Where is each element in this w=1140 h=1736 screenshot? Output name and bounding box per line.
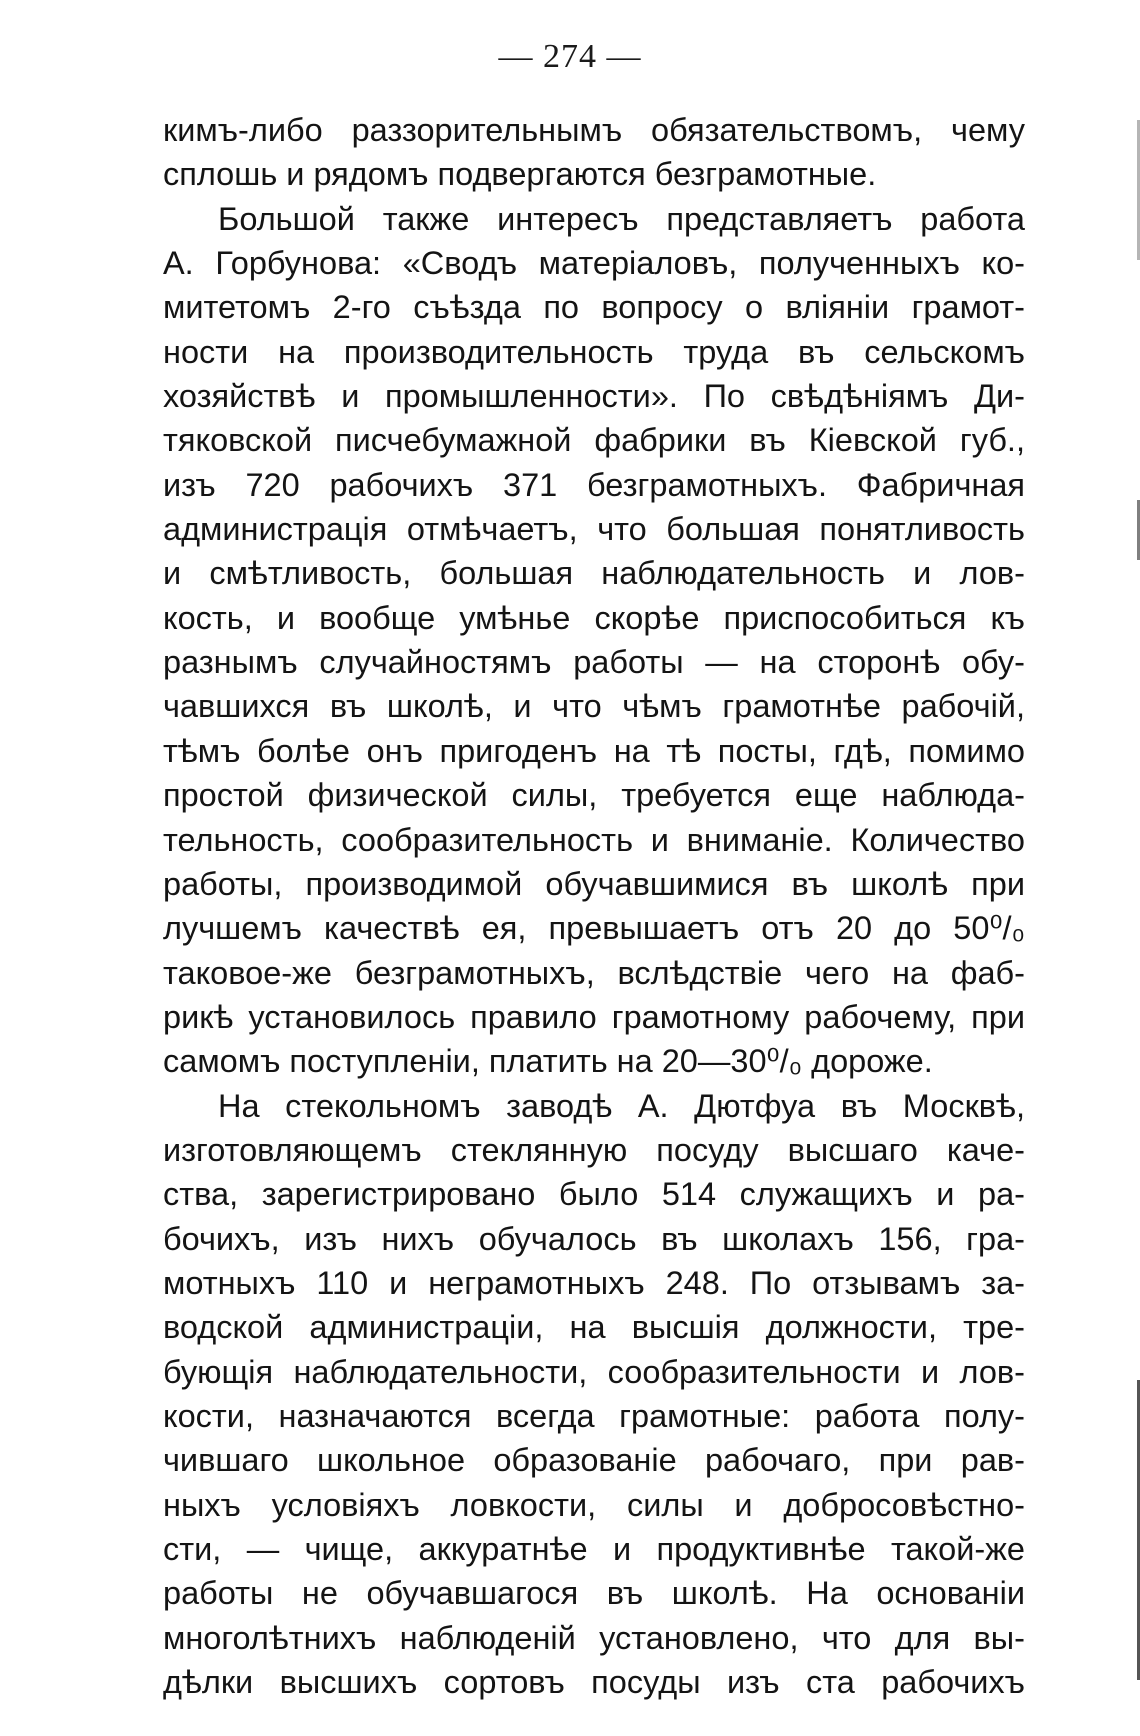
text-line: тяковской писчебумажной фабрики въ Кіевской губ.,	[163, 422, 1025, 459]
paragraph	[163, 197, 1025, 1084]
text-line: работы не обучавшагося въ школѣ. На основаніи	[163, 1575, 1025, 1612]
text-line: изъ 720 рабочихъ 371 безграмотныхъ. Фабричная	[163, 466, 1025, 503]
text-line: Большой также интересъ представляетъ работа	[218, 200, 1025, 237]
text-line: кость, и вообще умѣнье скорѣе приспособиться къ	[163, 599, 1025, 636]
text-line: тельность, сообразительность и вниманіе. Количество	[163, 821, 1025, 858]
text-line: На стекольномъ заводѣ А. Дютфуа въ Москвѣ,	[218, 1087, 1025, 1124]
text-line: митетомъ 2-го съѣзда по вопросу о вліяніи грамот-	[163, 289, 1025, 326]
text-line: разнымъ случайностямъ работы — на сторонѣ обу-	[163, 644, 1025, 681]
text-line: водской администраціи, на высшія должности, тре-	[163, 1309, 1025, 1346]
page-number: — 274 —	[498, 38, 642, 75]
text-line: ности на производительность труда въ сельскомъ	[163, 333, 1025, 370]
text-line: чавшихся въ школѣ, и что чѣмъ грамотнѣе рабочій,	[163, 688, 1025, 725]
text-line: чившаго школьное образованіе рабочаго, при рав-	[163, 1442, 1025, 1479]
text-line: дѣлки высшихъ сортовъ посуды изъ ста рабочихъ	[163, 1664, 1025, 1701]
text-line: сти, — чище, аккуратнѣе и продуктивнѣе такой-же	[163, 1531, 1025, 1567]
text-line: многолѣтнихъ наблюденій установлено, что для вы-	[163, 1619, 1025, 1656]
text-line: А. Горбунова: «Сводъ матеріаловъ, полученныхъ ко-	[163, 245, 1025, 282]
text-line: кимъ-либо раззорительнымъ обязательствомъ, чему	[163, 112, 1025, 148]
text-line: рикѣ установилось правило грамотному рабочему, при	[163, 998, 1025, 1035]
text-line: тѣмъ болѣе онъ пригоденъ на тѣ посты, гдѣ, помимо	[163, 732, 1025, 769]
text-line: мотныхъ 110 и неграмотныхъ 248. По отзывамъ за-	[163, 1264, 1025, 1301]
paragraph	[163, 1084, 1025, 1705]
text-line: кости, назначаются всегда грамотные: работа полу-	[163, 1397, 1025, 1434]
text-line: лучшемъ качествѣ ея, превышаетъ отъ 20 до 50⁰/₀	[163, 910, 1025, 947]
text-line: бочихъ, изъ нихъ обучалось въ школахъ 156, гра-	[163, 1220, 1025, 1257]
text-line: работы, производимой обучавшимися въ школѣ при	[163, 865, 1025, 902]
text-line: и смѣтливость, большая наблюдательность и лов-	[163, 555, 1025, 592]
text-line: простой физической силы, требуется еще наблюда-	[163, 777, 1025, 814]
text-line: сплошь и рядомъ подвергаются безграмотные.	[163, 156, 877, 193]
text-line: хозяйствѣ и промышленности». По свѣдѣніямъ Ди-	[163, 378, 1025, 415]
text-line: бующія наблюдательности, сообразительности и лов-	[163, 1353, 1025, 1390]
paragraph	[163, 108, 1025, 197]
text-line: таковое-же безграмотныхъ, вслѣдствіе чего на фаб-	[163, 954, 1025, 991]
body-text	[163, 108, 1025, 1704]
text-line: самомъ поступленіи, платить на 20—30⁰/₀ дороже.	[163, 1043, 933, 1080]
text-line: изготовляющемъ стеклянную посуду высшаго каче-	[163, 1131, 1025, 1168]
text-line: ства, зарегистрировано было 514 служащихъ и ра-	[163, 1176, 1025, 1213]
text-line: ныхъ условіяхъ ловкости, силы и добросовѣстно-	[163, 1486, 1025, 1523]
text-line: администрація отмѣчаетъ, что большая понятливость	[163, 511, 1025, 548]
